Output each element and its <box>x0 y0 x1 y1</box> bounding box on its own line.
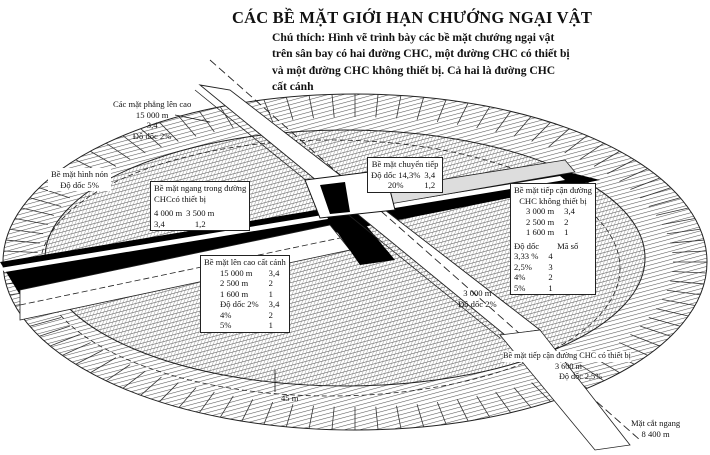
approach-row-cell: 3,4 <box>564 206 575 216</box>
takeoff-row <box>220 310 283 321</box>
label-width-45m: 45 m <box>281 393 299 403</box>
label-runway-mark: 3 000 m Độ dốc 2% <box>458 288 497 309</box>
approach-non-instrument-slopes <box>514 251 557 293</box>
label-conical: Bề mặt hình nón Độ dốc 5% <box>48 168 111 191</box>
slope-row-cell: 2 <box>548 272 553 282</box>
takeoff-row-cell: 2 <box>268 309 273 320</box>
approach-row <box>526 217 579 228</box>
takeoff-row-cell: 15 000 m <box>220 267 253 278</box>
label-transition: Bề mặt chuyển tiếp Độ dốc 14,3% 3,4 20% 1,2 <box>367 157 443 193</box>
approach-row-cell: 2 <box>564 216 569 227</box>
takeoff-row-cell: 2 <box>268 278 273 288</box>
label-approach-instrument: Bề mặt tiếp cận đường CHC có thiết bị 3 600 m Độ dốc 2,5% <box>503 351 631 381</box>
takeoff-rows <box>220 268 283 331</box>
slope-row-cell: 3,33 % <box>514 251 539 261</box>
takeoff-row-cell: 1 <box>268 320 273 330</box>
slope-row-cell: 4% <box>514 272 526 282</box>
slope-row <box>514 272 557 283</box>
label-takeoff: Bề mặt lên cao cất cánh 15 000 m 3,4 2 500 m 2 1 600 m 1 Độ dốc 2% 3,4 4% 2 5% 1 <box>200 255 290 333</box>
label-approach-non-instrument: Bề mặt tiếp cận đường CHC không thiết bị 3 000 m 3,4 2 500 m 2 1 600 m 1 Độ dốc Mã số 3,33 % 4 2,5% 3 4% 2 5% 1 <box>510 183 596 295</box>
takeoff-row <box>220 278 283 289</box>
takeoff-row-cell: 4% <box>220 309 232 320</box>
label-raised-plane: Các mặt phẳng lên cao 15 000 m 3,4 Độ dốc 2% <box>113 99 192 141</box>
approach-row <box>526 227 579 238</box>
diagram-title: CÁC BỀ MẶT GIỚI HẠN CHƯỚNG NGẠI VẬT <box>232 8 593 27</box>
slope-row-cell: 3 <box>548 261 553 272</box>
takeoff-row-cell: Độ dốc 2% <box>220 299 259 309</box>
takeoff-row-cell: 1 <box>268 288 273 299</box>
takeoff-row-cell: 3,4 <box>268 299 280 309</box>
diagram-note: Chú thích: Hình vẽ trình bày các bề mặt chướng ngại vật trên sân bay có hai đường CHC, một đường CHC có thiết bị và một đường CHC không thiết bị. Cả hai là đường CHC cất cánh <box>272 31 570 93</box>
approach-row-cell: 2 500 m <box>526 216 555 227</box>
slope-row <box>514 283 557 294</box>
approach-row-cell: 3 000 m <box>526 206 555 216</box>
takeoff-row-cell: 5% <box>220 320 232 330</box>
takeoff-row <box>220 268 283 279</box>
takeoff-row-cell: 3,4 <box>268 267 280 278</box>
label-inner-horizontal: Bề mặt ngang trong đường CHCcó thiết bị 4 000 m 3 500 m 3,4 1,2 <box>150 181 250 231</box>
slope-row-cell: 1 <box>548 282 553 293</box>
takeoff-row <box>220 299 283 310</box>
slope-row-cell: 5% <box>514 282 526 293</box>
takeoff-row <box>220 289 283 300</box>
slope-row-cell: 2,5% <box>514 261 532 272</box>
approach-row <box>526 206 579 217</box>
approach-non-instrument-rows <box>526 206 579 238</box>
label-horizontal-cut: Mặt cắt ngang 8 400 m <box>631 418 681 439</box>
slope-row <box>514 251 557 262</box>
takeoff-row-cell: 2 500 m <box>220 278 249 288</box>
slope-row <box>514 262 557 273</box>
slope-row-cell: 4 <box>548 251 553 261</box>
approach-row-cell: 1 600 m <box>526 227 555 237</box>
takeoff-row-cell: 1 600 m <box>220 288 249 299</box>
takeoff-row <box>220 320 283 331</box>
approach-row-cell: 1 <box>564 227 569 237</box>
